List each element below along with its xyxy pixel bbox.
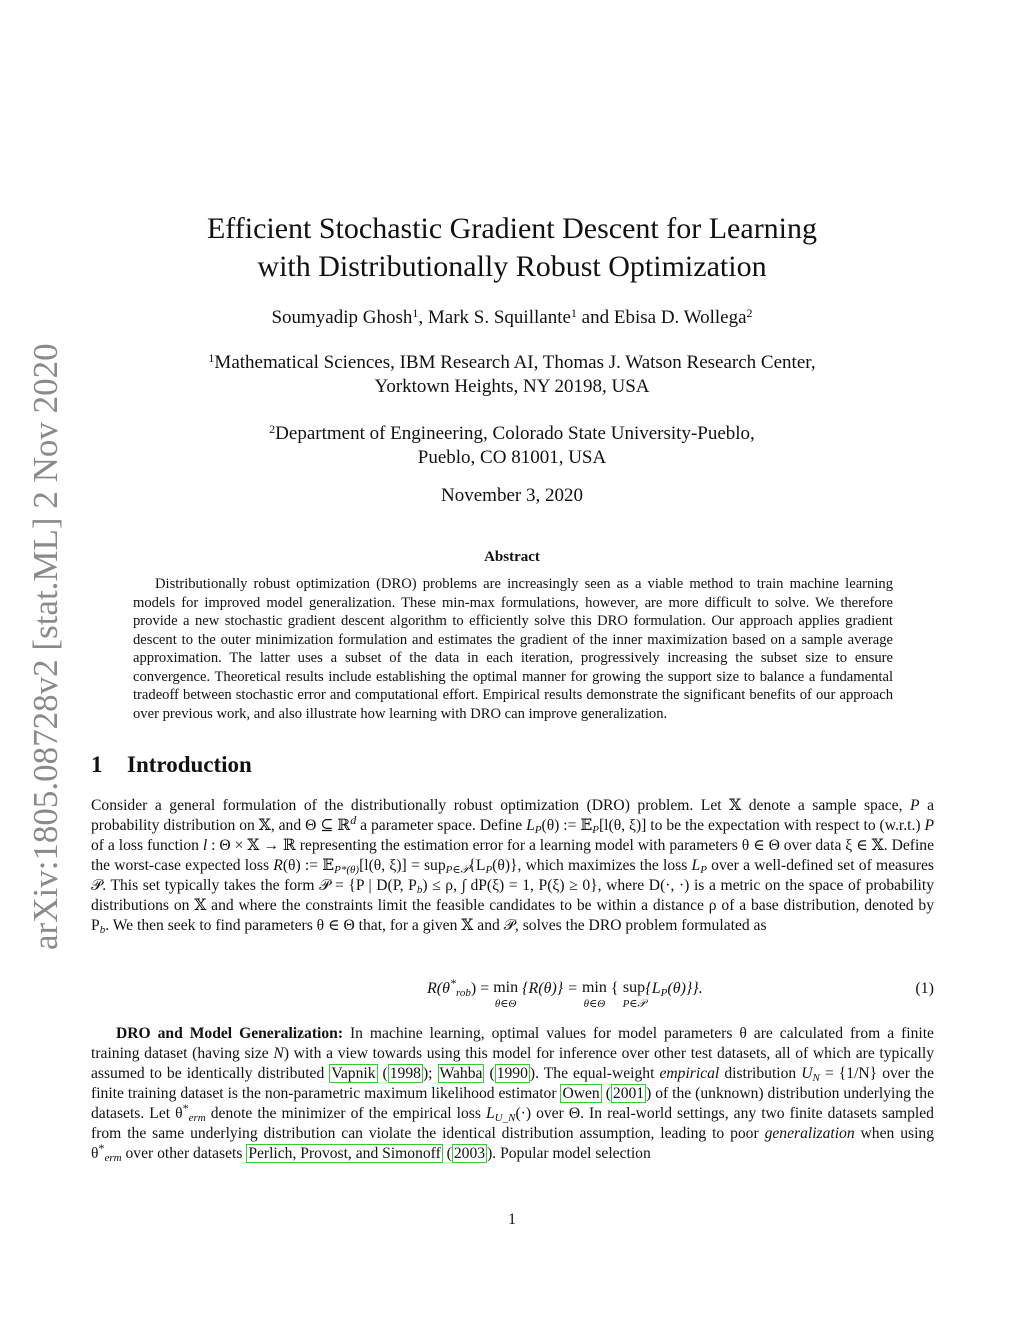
affiliation-1-line-2: Yorktown Heights, NY 20198, USA (374, 376, 650, 397)
affiliation-2-line-1: Department of Engineering, Colorado State University-Pueblo, (275, 423, 755, 444)
citation-year-link[interactable]: 1990 (496, 1065, 528, 1082)
paper-title (0, 210, 1024, 286)
math-superscript: * (182, 1101, 189, 1115)
affiliation-1-line-1: Mathematical Sciences, IBM Research AI, Thomas J. Watson Research Center, (214, 352, 816, 373)
math-superscript: d (350, 813, 357, 827)
operator-limit: θ∈Θ (583, 998, 606, 1010)
math-symbol: L (526, 817, 535, 834)
operator-label: min (581, 979, 607, 996)
text-run: a probability distribution on 𝕏, and Θ ⊆ ℝ (91, 797, 934, 834)
equation-inner-close: (θ)}}. (667, 980, 703, 997)
title-line-1: Efficient Stochastic Gradient Descent for Learning (206, 212, 818, 245)
intro-paragraph-1 (91, 796, 934, 936)
text-run: = {1/N} over the finite training dataset is the non-parametric maximum likelihood estimator (91, 1065, 935, 1102)
math-symbol: L (691, 857, 701, 874)
math-symbol: P (910, 797, 920, 814)
author-list (0, 305, 1024, 331)
math-symbol: P (924, 817, 934, 834)
operator-limit: P∈𝒫 (622, 998, 646, 1010)
emphasis: generalization (764, 1125, 855, 1142)
math-superscript: * (98, 1141, 105, 1155)
math-subscript: P (700, 864, 707, 876)
operator-limit: θ∈Θ (494, 998, 517, 1010)
affiliation-2 (0, 422, 1024, 470)
arxiv-identifier: arXiv:1805.08728v2 [stat.ML] 2 Nov 2020 (26, 343, 65, 950)
title-line-2: with Distributionally Robust Optimization (257, 250, 767, 283)
section-heading (91, 752, 252, 778)
text-run: In machine learning, optimal values for model parameters θ are calculated from a finite training dataset (having size (91, 1025, 934, 1062)
text-run: (θ)}, which maximizes the loss (492, 857, 692, 874)
operator-label: sup (622, 979, 646, 996)
text-run: denote the minimizer of the empirical loss (205, 1105, 486, 1122)
author-2: Mark S. Squillante (427, 307, 571, 328)
section-title: Introduction (127, 752, 252, 777)
run-in-heading: DRO and Model Generalization: (116, 1025, 344, 1042)
math-symbol: L (485, 1105, 495, 1122)
affiliation-1-marker: 1 (208, 351, 215, 365)
page-number: 1 (508, 1211, 516, 1228)
equation-1 (91, 972, 934, 1012)
author-2-affiliation: 1 (570, 306, 577, 320)
citation-link-wahba[interactable]: Wahba (439, 1065, 483, 1082)
affiliation-1 (0, 351, 1024, 399)
intro-paragraph-2: DRO and Model Generalization: In machine learning, optimal values for model parameters θ are calculated from a finite training dataset (having size N) with a view towards using this model for inference over other test datasets, all of which are typically assumed to be identically distributed Vapnik ( 1998 ); Wahba ( 1990 ). The equal-weight empirical distribution $U_N = \{1/N\}$ over the finite training dataset is the non-parametric maximum likelihood estimator Owen ( 2001 ) of the (unknown) distribution underlying the datasets. Let $\theta^*_{erm}$ denote the minimizer of the empirical loss $L_{U\_N}(\cdot)$ over Θ. In real-world settings, any two finite datasets sampled from the same underlying distribution can violate the identical distribution assumption, leading to poor generalization when using $\theta^*_{erm}$ over other datasets Perlich, Provost, and Simonoff ( 2003 ). Popular model selection (91, 1025, 935, 1164)
math-subscript: P∈𝒫 (445, 864, 469, 876)
math-subscript: P (592, 824, 599, 836)
math-symbol: l (202, 837, 208, 854)
author-separator: , (418, 307, 428, 328)
equation-body (427, 976, 703, 1012)
affiliation-2-marker: 2 (269, 422, 276, 436)
author-1: Soumyadip Ghosh (271, 307, 413, 328)
affiliation-2-line-2: Pueblo, CO 81001, USA (417, 447, 607, 468)
text-run: Consider a general formulation of the distributionally robust optimization (DRO) problem. Let 𝕏 denote a sample space, (91, 797, 911, 814)
text-run: . We then seek to find parameters θ ∈ Θ that, for a given 𝕏 and 𝒫, solves the DRO problem formulated as (105, 917, 767, 934)
math-subscript: P (485, 864, 493, 876)
citation-year-link[interactable]: 2001 (612, 1085, 645, 1102)
math-symbol: N (273, 1045, 284, 1062)
equation-inner: {L (645, 980, 661, 997)
text-run: when using θ (91, 1125, 934, 1162)
math-symbol: U (801, 1065, 813, 1082)
text-run: (·) over Θ. In real-world settings, any two finite datasets sampled from the same underlying distribution can violate the identical distribution assumption, leading to poor (91, 1105, 934, 1142)
sup-operator (623, 980, 646, 1012)
author-3: Ebisa D. Wollega (613, 307, 747, 328)
math-subscript: P (534, 824, 542, 836)
abstract-heading: Abstract (484, 549, 540, 565)
text-run: of the (unknown) distribution underlying the datasets. Let θ (91, 1085, 934, 1122)
text-run: (θ) := 𝔼 (282, 857, 335, 874)
publication-date: November 3, 2020 (441, 485, 583, 506)
text-run: over a well-defined set of measures 𝒫. This set typically takes the form 𝒫 = {P | D(P, P (91, 857, 934, 894)
math-subscript: U_N (494, 1112, 516, 1124)
text-run: . The equal-weight (535, 1065, 660, 1082)
text-run: (θ) := 𝔼 (541, 817, 593, 834)
text-run: a parameter space. Define (356, 817, 527, 834)
citation-year-link[interactable]: 2003 (453, 1145, 486, 1162)
math-subscript: rob (455, 987, 471, 999)
math-subscript: P*(θ) (334, 864, 360, 876)
text-run: [l(θ, ξ)] to be the expectation with respect to (w.r.t.) (598, 817, 925, 834)
section-number: 1 (91, 752, 103, 777)
text-run: distribution (719, 1065, 802, 1082)
equation-lhs: R(θ (427, 980, 450, 997)
math-subscript: N (812, 1072, 820, 1084)
author-separator: and (576, 307, 614, 328)
abstract-text: Distributionally robust optimization (DRO) problems are increasingly seen as a viable method to train machine learning models for improved model generalization. These min-max formulations, however, are more difficult to solve. We therefore provide a new stochastic gradient descent algorithm to efficiently solve this DRO formulation. Our approach applies gradient descent to the outer minimization formulation and estimates the gradient of the inner maximization based on a sample average approximation. The latter uses a subset of the data in each iteration, progressively increasing the subset size to ensure convergence. Theoretical results include establishing the optimal manner for growing the support size to balance a fundamental tradeoff between stochastic error and computational effort. Empirical results demonstrate the significant benefits of our approach over previous work, and also illustrate how learning with DRO can improve generalization. (133, 576, 893, 722)
text-run: {L (468, 857, 486, 874)
text-run: of a loss function (91, 837, 203, 854)
text-run: ) ≤ ρ, ∫ dP(ξ) = 1, P(ξ) ≥ 0}, where D(·, ·) is a metric on the space of probability distributions on 𝕏 and where the constraints limit the feasible candidates to be within a distance ρ of a base distribution, denoted by P (91, 877, 935, 934)
operator-label: min (493, 979, 519, 996)
citation-link-perlich[interactable]: Perlich, Provost, and Simonoff (248, 1145, 441, 1162)
min-operator (582, 980, 607, 1012)
text-run: : Θ × 𝕏 → ℝ representing the estimation error for a learning model with parameters θ ∈ Θ over data ξ ∈ 𝕏. Define the worst-case expected loss (91, 837, 934, 874)
citation-link-owen[interactable]: Owen (562, 1085, 600, 1102)
math-superscript: * (449, 976, 456, 990)
math-subscript: erm (188, 1112, 206, 1124)
citation-link-vapnik[interactable]: Vapnik (331, 1065, 376, 1082)
min-operator (493, 980, 518, 1012)
math-subscript: b (416, 884, 423, 896)
math-symbol: R (273, 857, 283, 874)
equation-lhs-close: ) = (470, 980, 490, 997)
text-run: [l(θ, ξ)] = sup (359, 857, 446, 874)
emphasis: empirical (659, 1065, 720, 1082)
equation-middle: {R(θ)} = (522, 980, 578, 997)
brace: { (610, 980, 619, 997)
math-subscript: erm (104, 1152, 122, 1164)
author-1-affiliation: 1 (412, 306, 419, 320)
equation-number: (1) (915, 980, 934, 997)
math-subscript: b (99, 924, 106, 936)
text-run: . Popular model selection (492, 1145, 651, 1162)
text-run: ; (428, 1065, 438, 1082)
math-subscript: P (660, 987, 668, 999)
author-3-affiliation: 2 (746, 306, 753, 320)
citation-year-link[interactable]: 1998 (389, 1065, 421, 1082)
text-run: over other datasets (121, 1145, 247, 1162)
text-run: ) with a view towards using this model for inference over other test datasets, all of which are typically assumed to be identically distributed (91, 1045, 934, 1082)
